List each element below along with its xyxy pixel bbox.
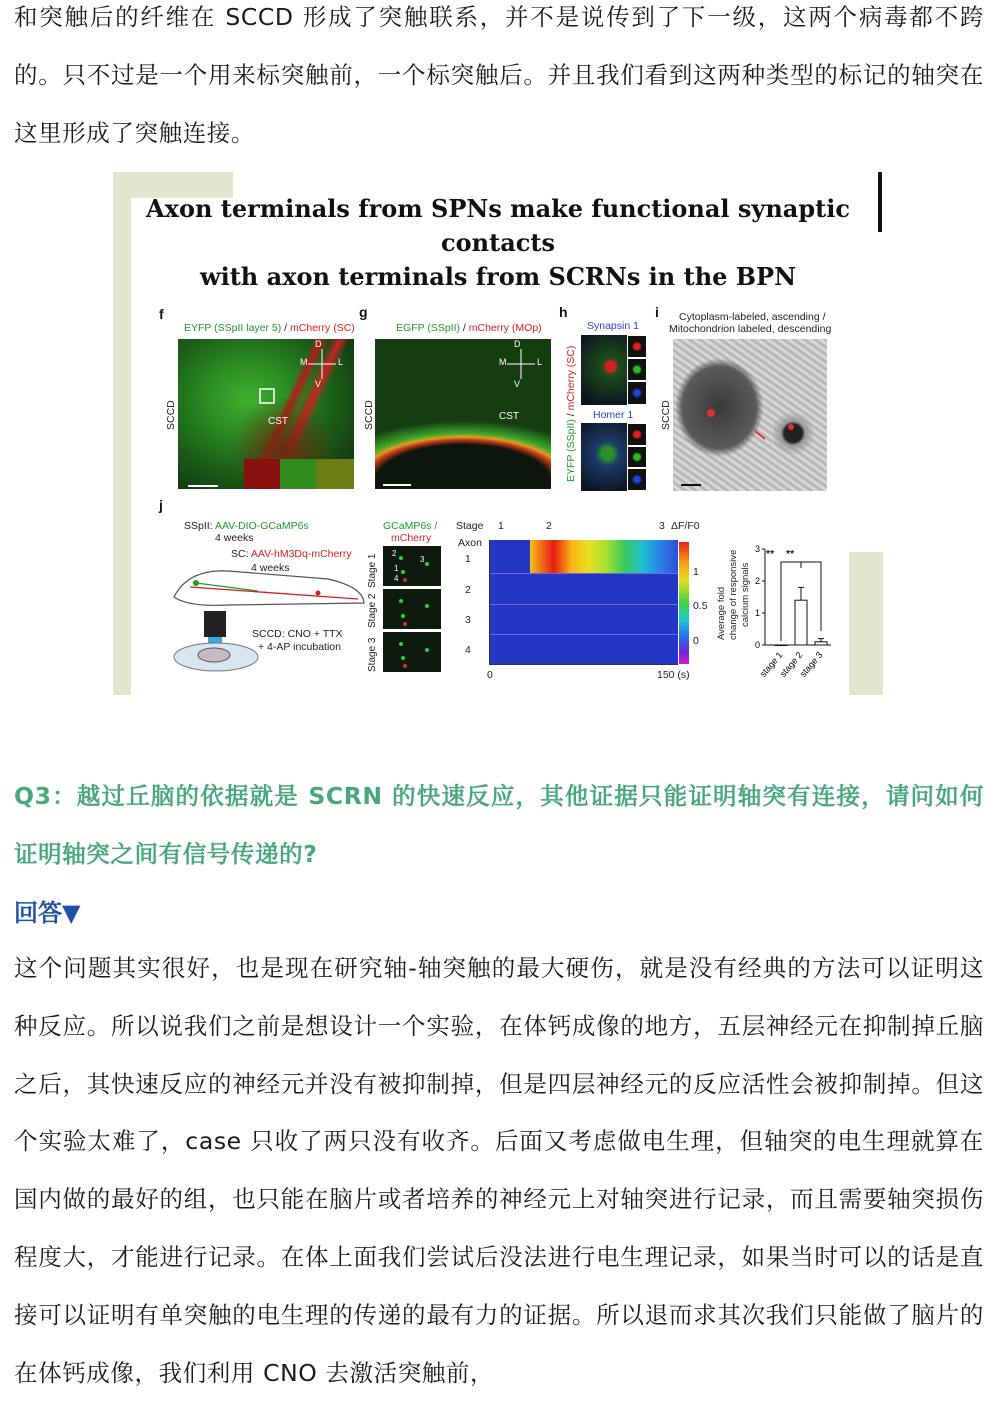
sc-weeks: 4 weeks (251, 562, 290, 574)
sc-prefix: SC: (231, 548, 251, 560)
heatmap-row-divider (490, 634, 678, 635)
panel-f-region: CST (268, 416, 288, 427)
panel-h-letter: h (559, 304, 568, 320)
stage-num-2: 2 (546, 520, 552, 532)
synapsin-inset-blue (627, 381, 647, 405)
heatmap (489, 540, 678, 665)
question-q3: Q3：越过丘脑的依据就是 SCRN 的快速反应，其他证据只能证明轴突有连接，请问如何证明轴突之间有信号传递的? (14, 782, 984, 868)
bar-3 (815, 642, 827, 645)
colorbar-tick-05: 0.5 (693, 600, 708, 612)
panel-f-letter: f (159, 306, 164, 322)
bar-ylabel-2: change of responsive (728, 549, 739, 640)
heatmap-row-divider (490, 573, 678, 574)
panel-f-image (178, 339, 354, 489)
paragraph-intro: 和突触后的纤维在 SCCD 形成了突触联系，并不是说传到了下一级，这两个病毒都不跨的。只不过是一个用来标突触前，一个标突触后。并且我们看到这两种类型的标记的轴突在这里形成了突触连接。 (14, 3, 984, 147)
panel-h-red: mCherry (SC) (565, 345, 577, 411)
header-axon: Axon (458, 537, 482, 549)
panel-g-red-label: mCherry (MOp) (468, 322, 542, 334)
sig-1: ** (766, 548, 775, 560)
compass-d: D (514, 339, 521, 349)
panel-g-letter: g (359, 304, 368, 320)
stage-num-3: 3 (659, 520, 665, 532)
panel-g-green-label: EGFP (SSpII) (396, 322, 460, 334)
sspii-prefix: SSpII: (184, 520, 215, 532)
stage-label-2: Stage 2 (367, 593, 378, 628)
panel-g-sep: / (460, 322, 469, 334)
panel-g-image (375, 339, 551, 489)
figure-title (113, 192, 883, 294)
bar-category-label: stage 3 (797, 649, 825, 679)
homer-inset-blue (627, 468, 647, 491)
answer-label: 回答▼ (14, 899, 81, 927)
bar-ylabel-1: Average fold (716, 586, 727, 640)
compass-m: M (499, 357, 507, 367)
panel-h-sep: / (565, 410, 577, 420)
bar-y-tick-label: 1 (754, 608, 760, 618)
figure-title-line2: with axon terminals from SCRNs in the BPN (199, 262, 797, 291)
sig-2: ** (786, 548, 795, 560)
synapsin-inset-red (627, 335, 647, 358)
x-end: 150 (s) (657, 669, 690, 681)
incubation-line1: SCCD: CNO + TTX (252, 628, 343, 640)
axon-num-1: 1 (465, 553, 471, 565)
axon-num-4: 4 (465, 644, 471, 656)
panel-i-caption2: Mitochondrion labeled, descending (669, 323, 832, 335)
panel-h-homer: Homer 1 (593, 409, 634, 421)
panel-j-letter: j (159, 497, 163, 513)
stage-num-1: 1 (498, 520, 504, 532)
compass-d: D (315, 339, 322, 349)
panel-g-side-label: SCCD (363, 400, 375, 430)
homer-inset-green (627, 446, 647, 468)
cell-mark-2: 2 (392, 549, 397, 558)
panel-h-side-label (565, 346, 577, 482)
panel-i-side-label: SCCD (660, 400, 672, 430)
panel-h-green: EYFP (SSpII) (565, 419, 577, 482)
stage-label-3: Stage 3 (367, 637, 378, 672)
heatmap-response-band (530, 540, 678, 574)
figure-title-line1: Axon terminals from SPNs make functional synaptic contacts (146, 194, 850, 257)
bar-2 (795, 600, 807, 645)
stage-image-marks (383, 546, 441, 672)
axon-num-3: 3 (465, 614, 471, 626)
sspii-virus: AAV-DIO-GCaMP6s (214, 520, 309, 532)
panel-h-homer-image (581, 423, 647, 491)
colorbar (679, 542, 689, 664)
gcamp-label: GCaMP6s / (383, 520, 438, 532)
cell-mark-4: 4 (394, 574, 399, 583)
heatmap-row-divider (490, 604, 678, 605)
panel-i-em-image (673, 339, 827, 491)
bar-y-tick-label: 3 (754, 544, 760, 554)
figure-bg-texture (849, 552, 883, 695)
bar-y-tick-label: 0 (754, 640, 760, 650)
compass-v: V (315, 379, 322, 389)
panel-j-sspii (184, 520, 309, 532)
panel-f-label (184, 322, 355, 334)
compass-v: V (514, 379, 521, 389)
incubation-line2: + 4-AP incubation (258, 641, 341, 653)
colorbar-title: ΔF/F0 (671, 520, 700, 532)
sspii-weeks: 4 weeks (215, 532, 254, 544)
panel-i-letter: i (655, 304, 659, 320)
colorbar-tick-0: 0 (693, 635, 699, 647)
bar-category-label: stage 2 (777, 649, 805, 679)
paragraph-answer: 这个问题其实很好，也是现在研究轴-轴突触的最大硬伤，就是没有经典的方法可以证明这种反应。所以说我们之前是想设计一个实验，在体钙成像的地方，五层神经元在抑制掉丘脑之后，其快速反应的神经元并没有被抑制掉，但是四层神经元的反应活性会被抑制掉。但这个实验太难了，case 只收了两只没有收齐。后面又考虑做电生理，但轴突的电生理就算在国内做的最好的组，也只能在脑片或者培养的神经元上对轴突进行记录，而且需要轴突损伤程度大，才能进行记录。在体上面我们尝试后没法进行电生理记录，如果当时可以的话是直接可以证明有单突触的电生理的传递的最有力的证据。所以退而求其次我们只能做了脑片的在体钙成像，我们利用 CNO 去激活突触前， (14, 954, 984, 1387)
panel-g-label (396, 322, 542, 334)
bar-ylabel-3: calcium signals (740, 562, 751, 627)
panel-g-overlay (375, 339, 551, 489)
compass-l: L (537, 357, 543, 367)
stage-label-1: Stage 1 (367, 553, 378, 588)
panel-g-region: CST (499, 411, 519, 422)
synapsin-inset-green (627, 358, 647, 381)
panel-j-schematic (168, 557, 368, 677)
panel-i-overlay (673, 339, 827, 491)
panel-i-caption1: Cytoplasm-labeled, ascending / (679, 311, 826, 323)
header-stage: Stage (456, 520, 484, 532)
cell-mark-1: 1 (394, 564, 399, 573)
bar-1 (775, 645, 787, 646)
colorbar-tick-1: 1 (693, 566, 699, 578)
panel-f-side-label: SCCD (165, 400, 177, 430)
panel-h-synapsin: Synapsin 1 (587, 320, 639, 332)
figure (113, 172, 883, 695)
panel-h-synapsin-image (581, 335, 647, 405)
homer-inset-red (627, 423, 647, 446)
sc-virus: AAV-hM3Dq-mCherry (250, 548, 352, 560)
cell-mark-3: 3 (420, 555, 425, 564)
bar-y-tick-label: 2 (754, 576, 760, 586)
mcherry-label: mCherry (391, 532, 432, 544)
compass-m: M (300, 357, 308, 367)
panel-f-red-label: mCherry (SC) (290, 322, 355, 334)
bar-category-label: stage 1 (757, 649, 785, 679)
x-start: 0 (487, 669, 493, 681)
panel-f-green-label: EYFP (SSpII layer 5) (184, 322, 282, 334)
panel-f-overlay (178, 339, 354, 489)
compass-l: L (338, 357, 344, 367)
axon-num-2: 2 (465, 584, 471, 596)
panel-f-sep: / (281, 322, 291, 334)
